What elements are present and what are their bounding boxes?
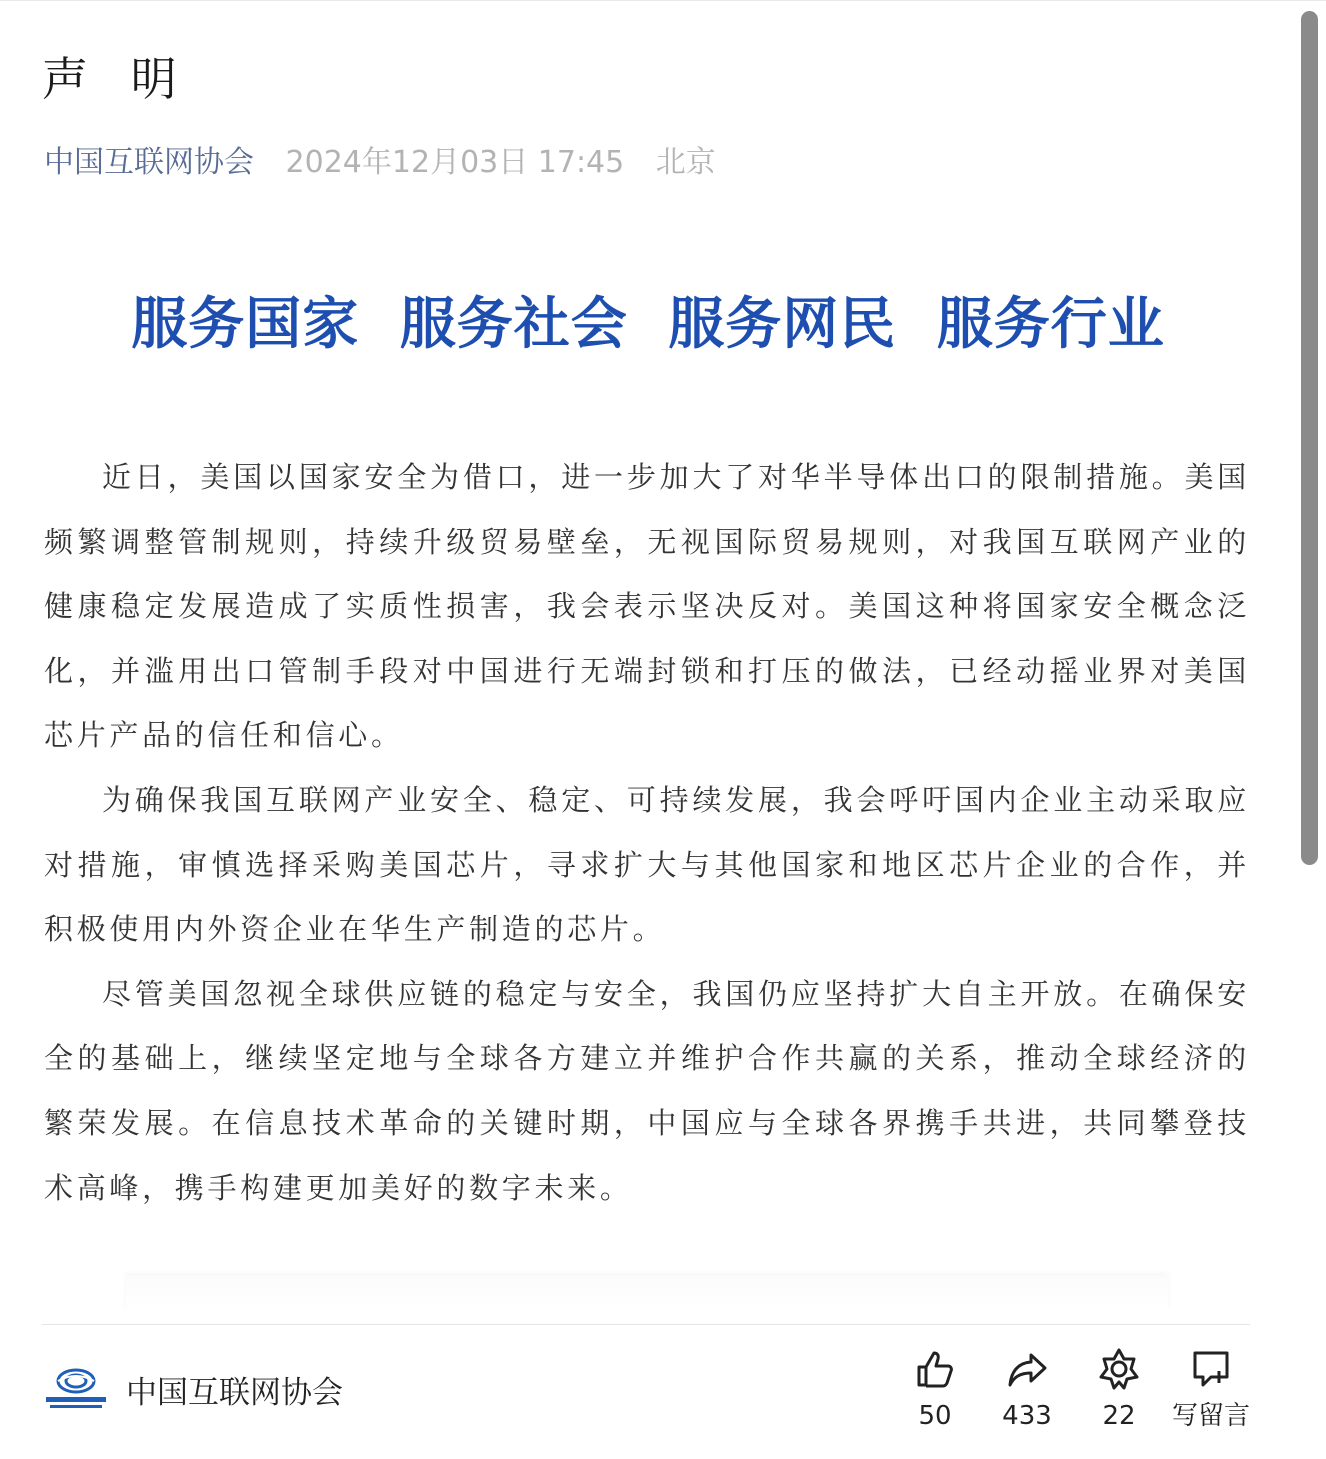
star-icon [1074,1347,1164,1391]
body-paragraph: 近日，美国以国家安全为借口，进一步加大了对华半导体出口的限制措施。美国频繁调整管制规则，持续升级贸易壁垒，无视国际贸易规则，对我国互联网产业的健康稳定发展造成了实质性损害，我会表示坚决反对。美国这种将国家安全概念泛化，并滥用出口管制手段对中国进行无端封锁和打压的做法，已经动摇业界对美国芯片产品的信任和信心。 [44,460,1250,753]
comment-label: 写留言 [1171,1401,1250,1431]
account-logo[interactable] [44,1367,108,1411]
footer-account-name[interactable]: 中国互联网协会 [126,1375,343,1411]
like-count: 50 [918,1401,952,1431]
article-title: 声 明 [42,52,191,106]
share-icon [982,1347,1072,1391]
article-image [126,1275,1168,1311]
slogan-banner [0,287,1296,363]
slogan-item: 服务社会 [399,292,628,357]
article-body [44,445,1250,1220]
slogan-item: 服务行业 [936,292,1165,357]
share-count: 433 [1002,1401,1052,1431]
slogan-item: 服务网民 [668,292,897,357]
article-meta [44,141,716,185]
account-link[interactable]: 中国互联网协会 [44,145,254,180]
publish-date: 2024年12月03日 17:45 [285,145,625,180]
scrollbar-thumb[interactable] [1301,11,1318,865]
share-button[interactable] [982,1347,1072,1433]
body-paragraph: 尽管美国忽视全球供应链的稳定与安全，我国仍应坚持扩大自主开放。在确保安全的基础上，继续坚定地与全球各方建立并维护合作共赢的关系，推动全球经济的繁荣发展。在信息技术革命的关键时期，中国应与全球各界携手共进，共同攀登技术高峰，携手构建更加美好的数字未来。 [44,976,1250,1205]
recommend-count: 22 [1102,1401,1136,1431]
body-paragraph: 为确保我国互联网产业安全、稳定、可持续发展，我会呼吁国内企业主动采取应对措施，审慎选择采购美国芯片，寻求扩大与其他国家和地区芯片企业的合作，并积极使用内外资企业在华生产制造的芯片。 [44,782,1250,947]
bottom-bar [0,1325,1296,1459]
publish-location: 北京 [655,145,716,180]
comment-plus-icon [1166,1347,1256,1391]
slogan-item: 服务国家 [131,292,360,357]
thumbs-up-icon [890,1347,980,1391]
comment-button[interactable] [1166,1347,1256,1433]
like-button[interactable] [890,1347,980,1433]
recommend-button[interactable] [1074,1347,1164,1433]
